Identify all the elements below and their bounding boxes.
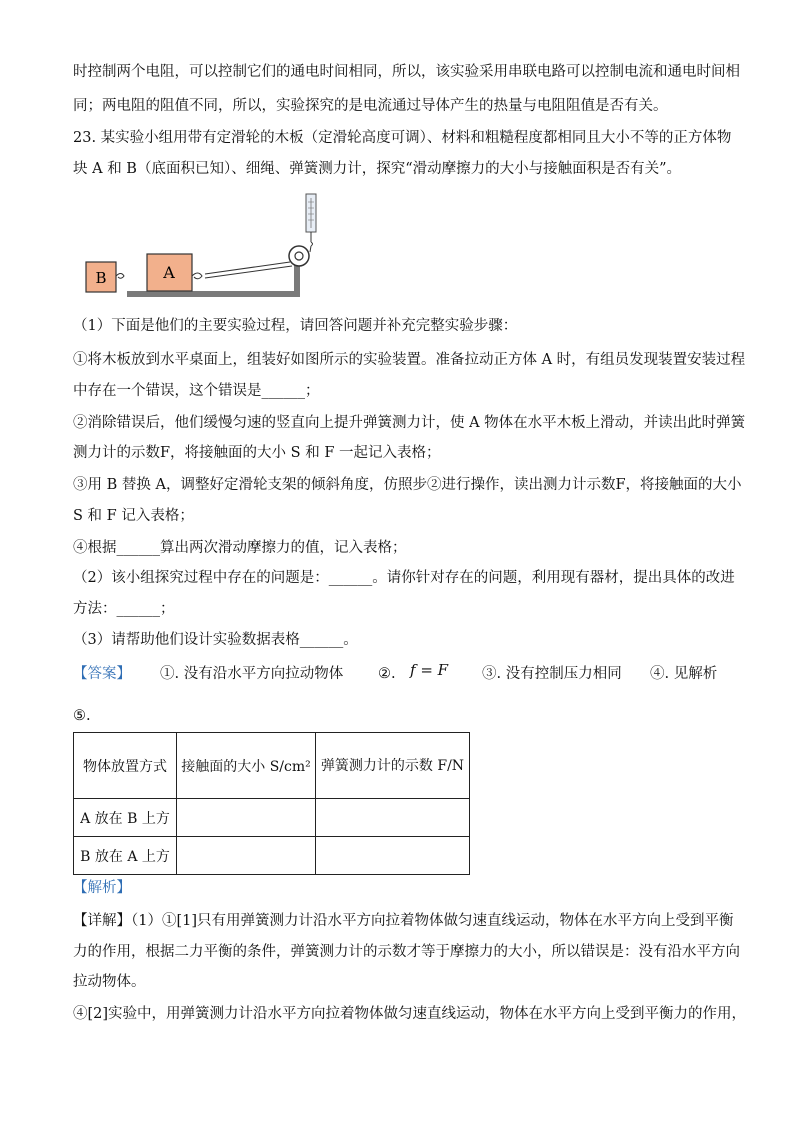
intro-line-1: 时控制两个电阻，可以控制它们的通电时间相同，所以，该实验采用串联电路可以控制电流和通电时间相 [73,64,740,80]
answer-3: ③. 没有控制压力相同 [482,666,622,682]
answer-5: ⑤. [73,708,91,724]
question-3: （3）请帮助他们设计实验数据表格______。 [73,632,358,648]
experiment-figure [80,190,340,305]
table-header: 弹簧测力计的示数 F/N [316,733,470,799]
analysis-line-1: 【详解】（1）①[1]只有用弹簧测力计沿水平方向拉着物体做匀速直线运动，物体在水平方向上受到平衡 [73,913,734,929]
question-2a: （2）该小组探究过程中存在的问题是：______。请你针对存在的问题，利用现有器材，提出具体的改进 [73,570,735,586]
data-table [73,732,470,875]
question-line-2: 块 A 和 B（底面积已知）、细绳、弹簧测力计，探究“滑动摩擦力的大小与接触面积是否有关”。 [73,161,682,177]
table-cell [316,799,470,837]
step-3b: S 和 F 记入表格； [73,508,194,524]
step-1b: 中存在一个错误，这个错误是______； [73,383,320,399]
block-a-label: A [163,263,175,282]
analysis-line-3: 拉动物体。 [73,974,146,990]
table-cell [177,799,316,837]
spring-scale [306,194,316,246]
steps-heading: （1）下面是他们的主要实验过程，请回答问题并补充完整实验步骤： [73,318,518,334]
answer-label: 【答案】 [73,666,131,682]
table-cell: B 放在 A 上方 [74,837,177,875]
step-2b: 测力计的示数F，将接触面的大小 S 和 F 一起记入表格； [73,445,441,461]
analysis-line-4: ④[2]实验中，用弹簧测力计沿水平方向拉着物体做匀速直线运动，物体在水平方向上受到平衡力的作用， [73,1006,747,1022]
table-cell [316,837,470,875]
pulley [289,246,309,266]
analysis-label: 【解析】 [73,880,131,896]
table-row [74,837,470,875]
board [127,291,299,297]
intro-line-2: 同；两电阻的阻值不同，所以，实验探究的是电流通过导体产生的热量与电阻阻值是否有关。 [73,98,668,114]
table-header: 物体放置方式 [74,733,177,799]
table-header: 接触面的大小 S/cm² [177,733,316,799]
answer-formula: f = F [410,661,449,679]
table-cell [177,837,316,875]
question-2b: 方法：______； [73,601,175,617]
step-4: ④根据______算出两次滑动摩擦力的值，记入表格； [73,540,407,556]
step-3a: ③用 B 替换 A，调整好定滑轮支架的倾斜角度，仿照步②进行操作，读出测力计示数F，将接触面的大小 [73,477,742,493]
step-1a: ①将木板放到水平桌面上，组装好如图所示的实验装置。准备拉动正方体 A 时，有组员发现装置安装过程 [73,352,746,368]
step-2a: ②消除错误后，他们缓慢匀速的竖直向上提升弹簧测力计，使 A 物体在水平木板上滑动，并读出此时弹簧 [73,415,746,431]
answer-4: ④. 见解析 [650,666,718,682]
vertical-string [310,246,311,252]
pulley-post [294,262,300,297]
table-header-row [74,733,470,799]
answer-1: ①. 没有沿水平方向拉动物体 [160,666,344,682]
block-b-label: B [95,269,107,287]
table-row [74,799,470,837]
table-cell: A 放在 B 上方 [74,799,177,837]
answer-2: ②. [378,666,396,682]
analysis-line-2: 力的作用，根据二力平衡的条件，弹簧测力计的示数才等于摩擦力的大小，所以错误是：没有沿水平方向 [73,944,740,960]
question-line-1: 23. 某实验小组用带有定滑轮的木板（定滑轮高度可调）、材料和粗糙程度都相同且大小不等的正方体物 [73,130,732,146]
